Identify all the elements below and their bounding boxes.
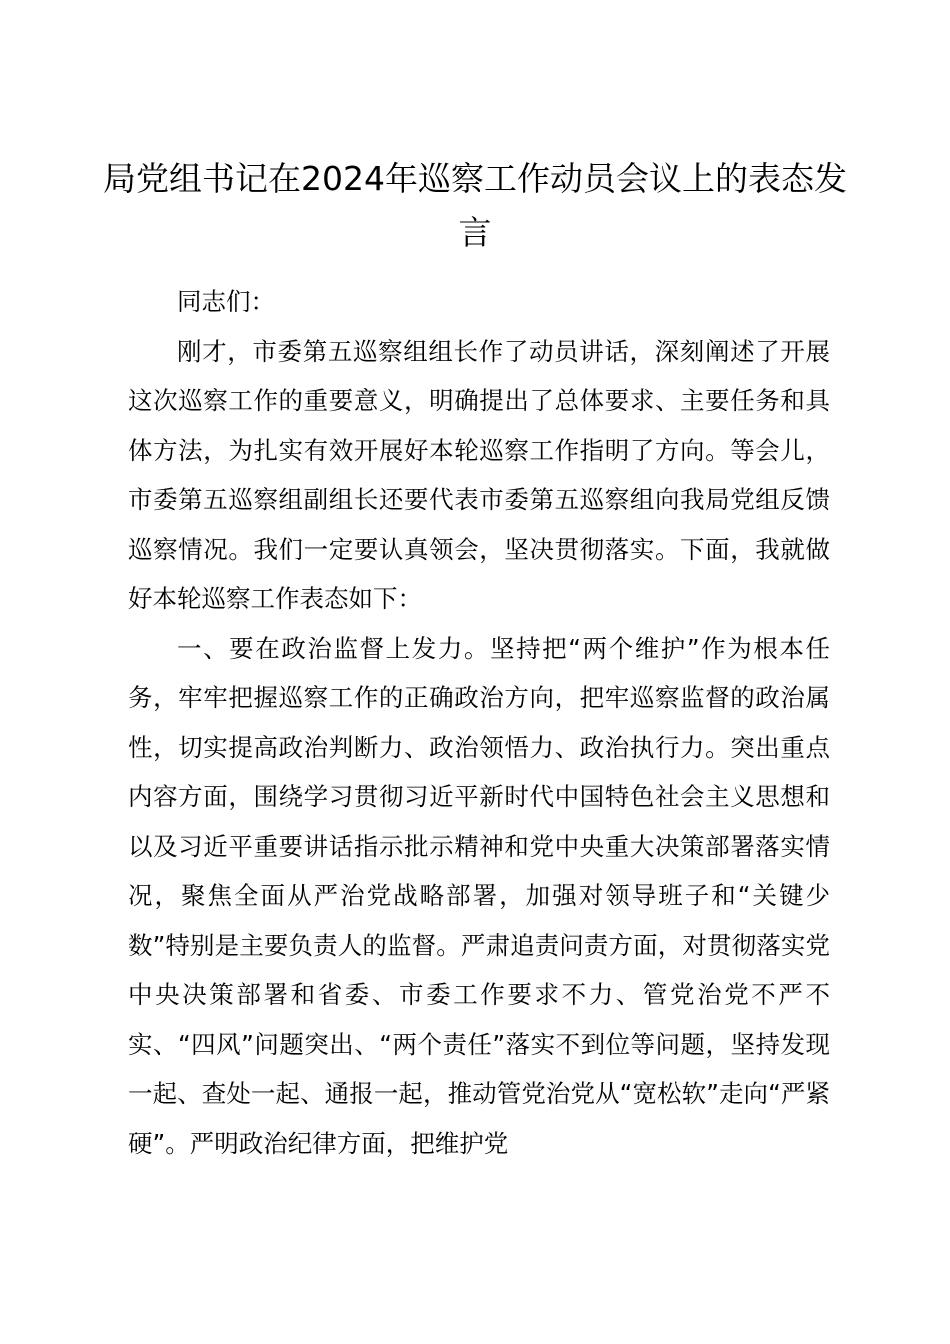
document-title: 局党组书记在2024年巡察工作动员会议上的表态发言 [103, 159, 847, 252]
document-body [128, 277, 830, 1168]
intro-paragraph: 刚才，市委第五巡察组组长作了动员讲话，深刻阐述了开展这次巡察工作的重要意义，明确提出了总体要求、主要任务和具体方法，为扎实有效开展好本轮巡察工作指明了方向。等会儿，市委第五巡察组副组长还要代表市委第五巡察组向我局党组反馈巡察情况。我们一定要认真领会，坚决贯彻落实。下面，我就做好本轮巡察工作表态如下： [128, 336, 830, 613]
salutation-paragraph: 同志们： [177, 287, 275, 316]
section-one-paragraph: 一、要在政治监督上发力。坚持把“两个维护”作为根本任务，牢牢把握巡察工作的正确政治方向，把牢巡察监督的政治属性，切实提高政治判断力、政治领悟力、政治执行力。突出重点内容方面，围绕学习贯彻习近平新时代中国特色社会主义思想和以及习近平重要讲话指示批示精神和党中央重大决策部署落实情况，聚焦全面从严治党战略部署，加强对领导班子和“关键少数”特别是主要负责人的监督。严肃追责问责方面，对贯彻落实党中央决策部署和省委、市委工作要求不力、管党治党不严不实、“四风”问题突出、“两个责任”落实不到位等问题，坚持发现一起、查处一起、通报一起，推动管党治党从“宽松软”走向“严紧硬”。严明政治纪律方面，把维护党 [128, 633, 830, 1158]
